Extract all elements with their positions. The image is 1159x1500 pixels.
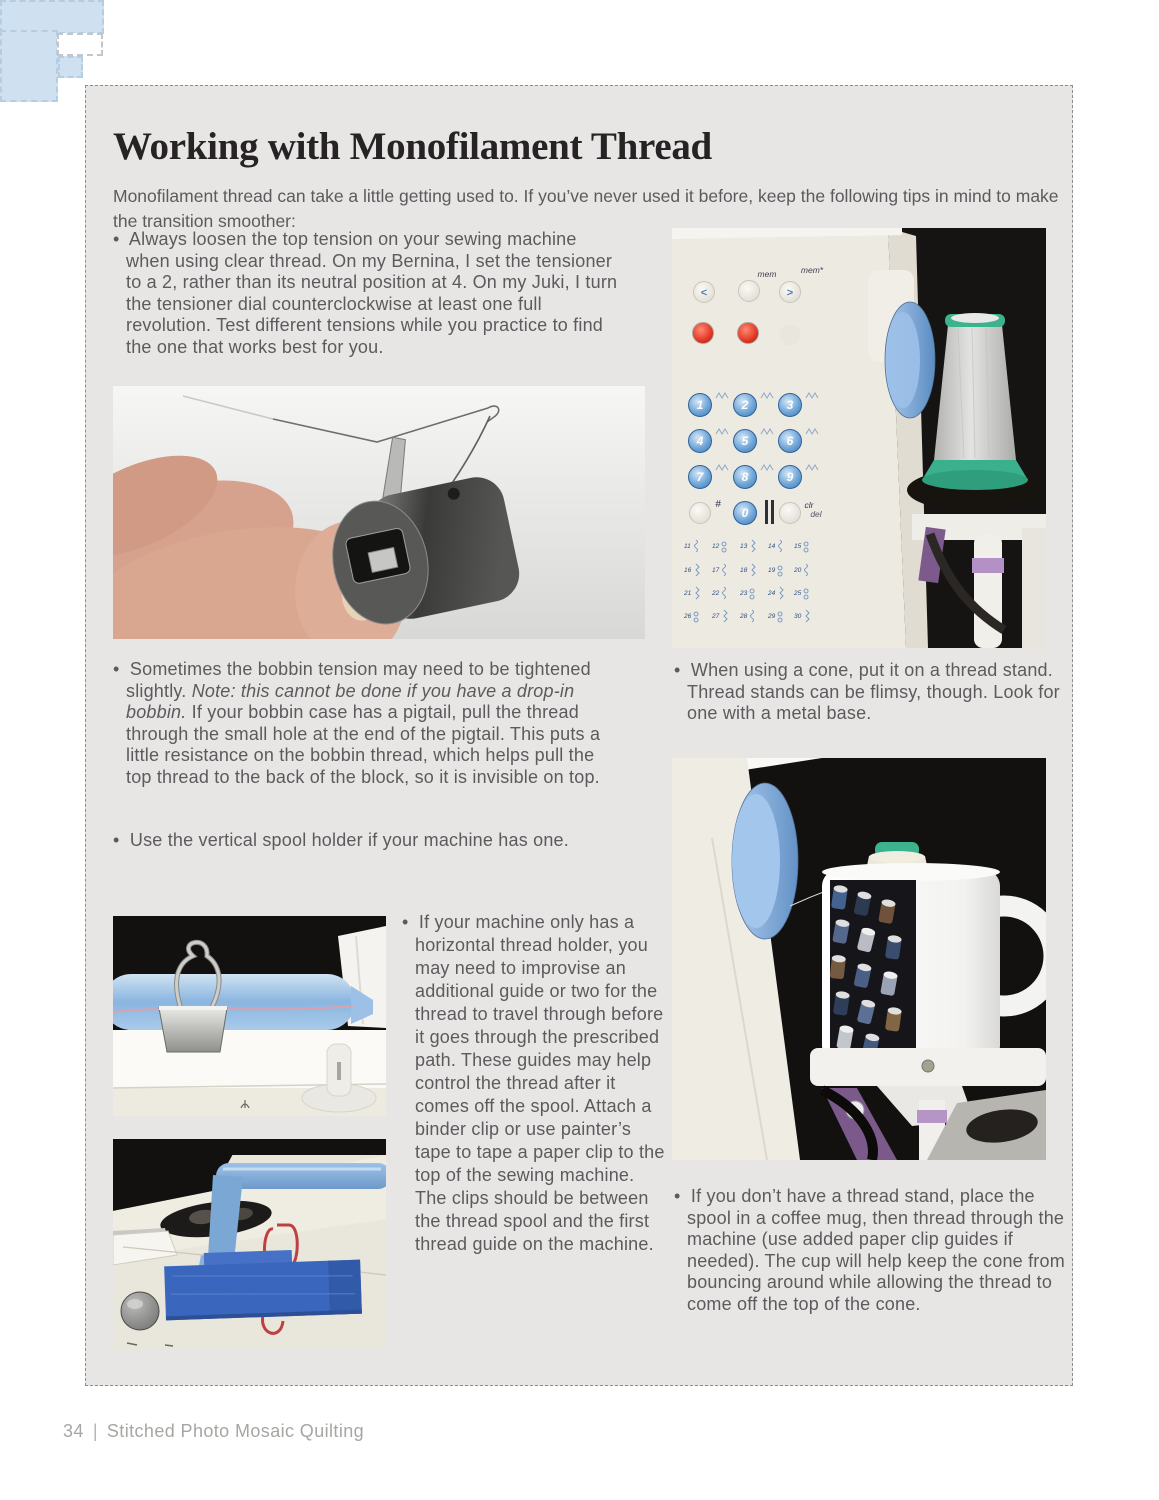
svg-text:26: 26 (684, 613, 692, 620)
clr-label: clr (804, 500, 814, 510)
photo-coffee-mug-art (672, 758, 1046, 1160)
svg-text:21: 21 (684, 590, 692, 597)
tip-text: When using a cone, put it on a thread stand. Thread stands can be flimsy, though. Look for one with a metal base. (687, 660, 1060, 723)
hash-label: # (715, 499, 721, 510)
button-2: 2 (741, 398, 749, 412)
photo-bobbin-case (113, 386, 645, 639)
svg-text:30: 30 (794, 613, 802, 620)
mem-label: mem (757, 269, 777, 279)
photo-binder-clip-art (113, 916, 386, 1116)
photo-painters-tape (113, 1139, 386, 1349)
page-number: 34 (63, 1421, 84, 1441)
tip-note-italic: Note: this cannot be done if you have a drop-in bobbin. (126, 680, 575, 722)
svg-text:23: 23 (740, 590, 748, 597)
quilt-square-decoration (0, 30, 58, 102)
button-7: 7 (696, 470, 704, 484)
svg-text:27: 27 (712, 613, 720, 620)
tip-text: If your machine only has a horizontal thread holder, you may need to improvise an additional guide or two for the thread to travel through before it goes through the prescribed path. These guides may help control the thread after it comes off the spool. Attach a binder clip or use painter’s tape to tape a paper clip to the top of the sewing machine. The clips should be between the thread spool and the first thread guide on the machine. (415, 912, 665, 1254)
svg-text:20: 20 (794, 567, 802, 574)
mug-print-spools (830, 880, 916, 1058)
tip-cone-stand (674, 660, 1065, 725)
button-3: 3 (786, 398, 794, 412)
svg-text:12: 12 (712, 543, 720, 550)
photo-painters-tape-art (113, 1139, 386, 1349)
quilt-square-decoration (58, 56, 83, 78)
svg-text:24: 24 (768, 590, 776, 597)
svg-text:29: 29 (768, 613, 776, 620)
button-8: 8 (741, 470, 749, 484)
svg-text:22: 22 (712, 590, 720, 597)
del-label: del (810, 509, 822, 519)
button-5: 5 (741, 434, 749, 448)
tip-top-tension (113, 229, 618, 358)
page-footer (63, 1421, 364, 1442)
svg-text:13: 13 (740, 543, 748, 550)
tip-bobbin-tension (113, 659, 618, 788)
tip-text: If you don’t have a thread stand, place the spool in a coffee mug, then thread through the machine (use added paper clip guides if needed). The cup will help keep the cone from bouncing around while allowing the thread to come off the top of the cone. (687, 1186, 1065, 1314)
svg-text:16: 16 (684, 567, 692, 574)
quilt-square-decoration (57, 33, 103, 56)
tip-text: Always loosen the top tension on your sewing machine when using clear thread. On my Bernina, I set the tensioner to a 2, rather than its neutral position at 4. On my Juki, I turn the tensioner dial counterclockwise at least one full revolution. Test different tensions while you practice to find the one that works best for you. (126, 229, 618, 357)
photo-bobbin-case-art (113, 386, 645, 639)
svg-text:19: 19 (768, 567, 776, 574)
button-6: 6 (786, 434, 794, 448)
book-title: Stitched Photo Mosaic Quilting (106, 1421, 365, 1441)
machine-button (121, 1292, 159, 1330)
page-title: Working with Monofilament Thread (113, 125, 712, 169)
button-9: 9 (786, 470, 794, 484)
photo-binder-clip (113, 916, 386, 1116)
horizontal-thread-holder (113, 974, 373, 1030)
prev-button-glyph: < (700, 287, 708, 299)
button-1: 1 (696, 398, 704, 412)
button-0: 0 (741, 506, 749, 520)
tip-text: Sometimes the bobbin tension may need to be tightened slightly. (126, 659, 591, 701)
photo-machine-panel-art (672, 228, 1046, 648)
tip-coffee-mug (674, 1186, 1065, 1315)
photo-coffee-mug (672, 758, 1046, 1160)
mem-star-label: mem* (800, 265, 824, 275)
tip-text: If your bobbin case has a pigtail, pull the thread through the small hole at the end of the pigtail. This puts a little resistance on the bobbin thread, which helps pull the top thread to the back of the block, so it is invisible on top. (126, 702, 601, 787)
quilt-square-decoration (0, 0, 104, 34)
handwheel (885, 302, 935, 418)
photo-machine-panel-cone (672, 228, 1046, 648)
svg-text:11: 11 (684, 543, 691, 550)
svg-text:25: 25 (794, 590, 802, 597)
intro-paragraph: Monofilament thread can take a little getting used to. If you’ve never used it before, keep the following tips in mind to make the transition smoother: (113, 185, 1059, 231)
button-4: 4 (696, 434, 704, 448)
handwheel (732, 783, 798, 939)
tip-text: Use the vertical spool holder if your machine has one. (129, 830, 569, 850)
svg-text:14: 14 (768, 543, 776, 550)
tip-vertical-spool (113, 830, 656, 852)
next-button-glyph: > (786, 287, 794, 299)
svg-text:18: 18 (740, 567, 748, 574)
footer-divider: | (92, 1421, 98, 1441)
svg-text:28: 28 (740, 613, 748, 620)
svg-text:15: 15 (794, 543, 802, 550)
tip-horizontal-holder (402, 911, 667, 1256)
svg-text:17: 17 (712, 567, 720, 574)
